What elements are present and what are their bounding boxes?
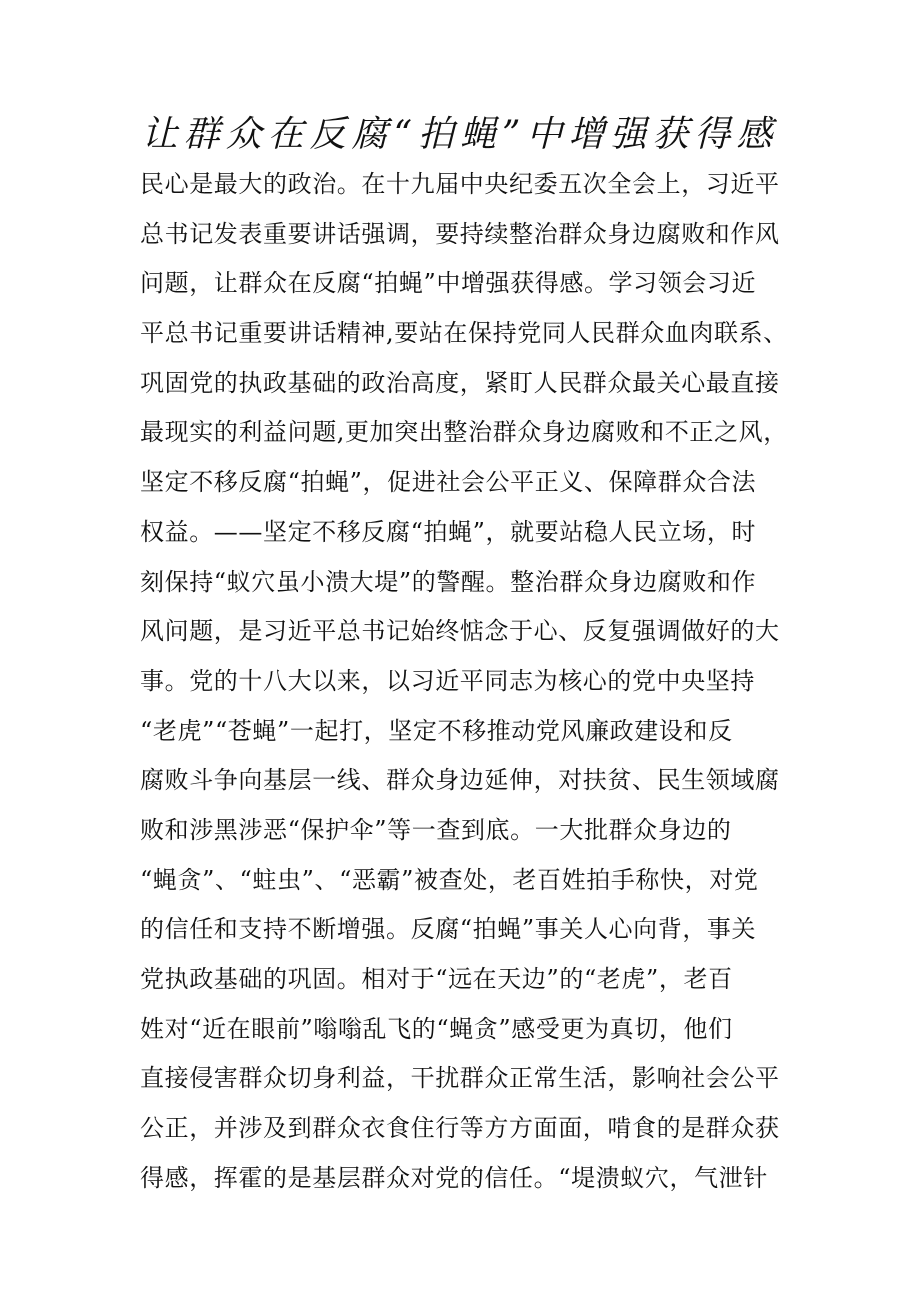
document-title: 让群众在反腐“拍蝇”中增强获得感 [141,114,779,155]
body-line: 的信任和支持不断增强。反腐“拍蝇”事关人心向背，事关 [140,915,757,944]
body-line: 总书记发表重要讲话强调，要持续整治群众身边腐败和作风 [140,219,780,248]
body-line: 腐败斗争向基层一线、群众身边延伸，对扶贫、民生领域腐 [140,766,780,795]
body-line: 权益。——坚定不移反腐“拍蝇”，就要站稳人民立场，时 [140,517,757,546]
body-line: 直接侵害群众切身利益，干扰群众正常生活，影响社会公平 [140,1064,780,1093]
body-line: “老虎”“苍蝇”一起打，坚定不移推动党风廉政建设和反 [140,716,733,745]
body-line: 巩固党的执政基础的政治高度，紧盯人民群众最关心最直接 [140,368,780,397]
body-line: 姓对“近在眼前”嗡嗡乱飞的“蝇贪”感受更为真切，他们 [140,1014,733,1043]
body-line: “蝇贪”、“蛀虫”、“恶霸”被查处，老百姓拍手称快，对党 [140,865,759,894]
body-line: 风问题，是习近平总书记始终惦念于心、反复强调做好的大 [140,617,780,646]
body-line: 公正，并涉及到群众衣食住行等方方面面，啃食的是群众获 [140,1114,780,1143]
body-text [140,160,790,1203]
body-line: 刻保持“蚁穴虽小溃大堤”的警醒。整治群众身边腐败和作 [140,567,757,596]
body-line: 民心是最大的政治。在十九届中央纪委五次全会上，习近平 [140,170,780,198]
body-line: 问题，让群众在反腐“拍蝇”中增强获得感。学习领会习近 [140,269,757,298]
body-line: 事。党的十八大以来，以习近平同志为核心的党中央坚持 [140,666,755,695]
body-line: 平总书记重要讲话精神,要站在保持党同人民群众血肉联系、 [140,319,788,348]
body-line: 得感，挥霍的是基层群众对党的信任。“堤溃蚁穴，气泄针 [140,1163,768,1192]
body-line: 最现实的利益问题,更加突出整治群众身边腐败和不正之风， [140,418,788,447]
body-line: 党执政基础的巩固。相对于“远在天边”的“老虎”，老百 [140,965,733,993]
body-line: 败和涉黑涉恶“保护伞”等一查到底。一大批群众身边的 [140,815,732,844]
body-line: 坚定不移反腐“拍蝇”，促进社会公平正义、保障群众合法 [140,468,757,497]
